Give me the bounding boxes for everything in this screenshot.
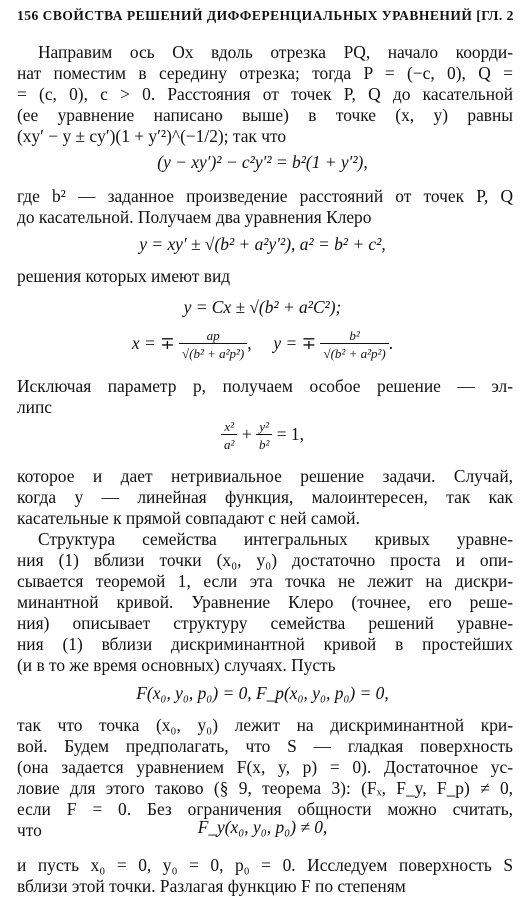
paragraph-line: Направим ось Ox вдоль отрезка PQ, начало коорди- — [38, 42, 513, 62]
x-lhs: x = ∓ — [131, 333, 175, 353]
paragraph-line: ловие для этого таково (§ 9, теорема 3): (Fₓ, F_y, F_p) ≠ 0, — [17, 778, 513, 798]
paragraph-line: (она задается уравнением F(x, y, p) = 0). Достаточное ус- — [17, 757, 513, 777]
equation-nondegenerate: F_y(x₀, y₀, p₀) ≠ 0, — [197, 817, 328, 837]
equation-distance-product: (y − xy′)² − c²y′² = b²(1 + y′²), — [157, 152, 368, 172]
paragraph-line: минантной кривой. Уравнение Клеро (точнее, его реше- — [17, 592, 513, 612]
ellipse-y-num: y² — [259, 419, 270, 434]
running-header: 156 СВОЙСТВА РЕШЕНИЙ ДИФФЕРЕНЦИАЛЬНЫХ УРАВНЕНИЙ [ГЛ. 2 — [17, 8, 514, 23]
equation-clairaut: y = xy′ ± √(b² + a²y′²), a² = b² + c², — [139, 234, 386, 254]
end-period: . — [388, 333, 394, 353]
paragraph-line: Структура семейства интегральных кривых уравне- — [38, 529, 513, 549]
paragraph-line: сывается теоремой 1, если эта точка не лежит на дискри- — [17, 571, 513, 591]
paragraph-line: ния) описывает структуру семейства решений уравне- — [17, 613, 513, 633]
equation-general-solution: y = Cx ± √(b² + a²C²); — [183, 297, 342, 317]
paragraph-line: что — [17, 820, 42, 840]
ellipse-x-den: a² — [221, 434, 237, 453]
x-numerator: ap — [206, 328, 220, 343]
paragraph-line: когда y — линейная функция, малоинтересен, так как — [17, 487, 513, 507]
paragraph-line: так что точка (x₀, y₀) лежит на дискриминантной кри- — [17, 715, 513, 735]
paragraph-line: ния (1) вблизи точки (x₀, y₀) достаточно проста и опи- — [17, 550, 513, 570]
y-fraction — [320, 328, 388, 362]
paragraph-line: где b² — заданное произведение расстояний от точек P, Q — [17, 186, 513, 206]
x-fraction — [179, 328, 247, 362]
y-denominator: √(b² + a²p²) — [320, 343, 388, 362]
paragraph-line: (и в то же время основных) случаях. Пусть — [17, 655, 336, 675]
y-lhs: y = ∓ — [273, 333, 317, 353]
paragraph-line: до касательной. Получаем два уравнения Клеро — [17, 207, 372, 227]
paragraph-line: вой. Будем предполагать, что S — гладкая поверхность — [17, 736, 513, 756]
ellipse-term-y — [256, 419, 272, 453]
paragraph-line: = (c, 0), c > 0. Расстояния от точек P, Q до касательной — [17, 84, 513, 104]
equation-parametric — [0, 323, 525, 363]
equation-discriminant: F(x₀, y₀, p₀) = 0, F_p(x₀, y₀, p₀) = 0, — [136, 683, 389, 703]
ellipse-rhs: = 1, — [276, 424, 304, 444]
paragraph-line: ния (1) вблизи дискриминантной кривой в простейших — [17, 634, 513, 654]
paragraph-line: вблизи этой точки. Разлагая функцию F по степеням — [17, 876, 406, 896]
separator: , — [247, 333, 252, 353]
paragraph-line: если F = 0. Без ограничения общности можно считать, — [17, 799, 513, 819]
paragraph-line: нат поместим в середину отрезка; тогда P = (−c, 0), Q = — [17, 63, 513, 83]
plus-sign: + — [241, 424, 252, 444]
ellipse-y-den: b² — [256, 434, 272, 453]
paragraph-line: липс — [17, 397, 53, 417]
ellipse-x-num: x² — [224, 419, 235, 434]
paragraph-line: которое и дает нетривиальное решение задачи. Случай, — [17, 466, 513, 486]
paragraph-line: касательные к прямой совпадают с ней самой. — [17, 508, 360, 528]
y-numerator: b² — [349, 328, 360, 343]
paragraph-line: и пусть x₀ = 0, y₀ = 0, p₀ = 0. Исследуем поверхность S — [17, 855, 513, 875]
paragraph-line: Исключая параметр p, получаем особое решение — эл- — [17, 376, 513, 396]
ellipse-term-x — [221, 419, 237, 453]
x-denominator: √(b² + a²p²) — [179, 343, 247, 362]
equation-ellipse — [0, 414, 525, 454]
paragraph-line: (ее уравнение написано выше) в точке (x, y) равны — [17, 105, 513, 125]
paragraph-line: решения которых имеют вид — [17, 266, 231, 286]
paragraph-line: (xy′ − y ± cy′)(1 + y′²)^(−1/2); так что — [17, 126, 287, 146]
